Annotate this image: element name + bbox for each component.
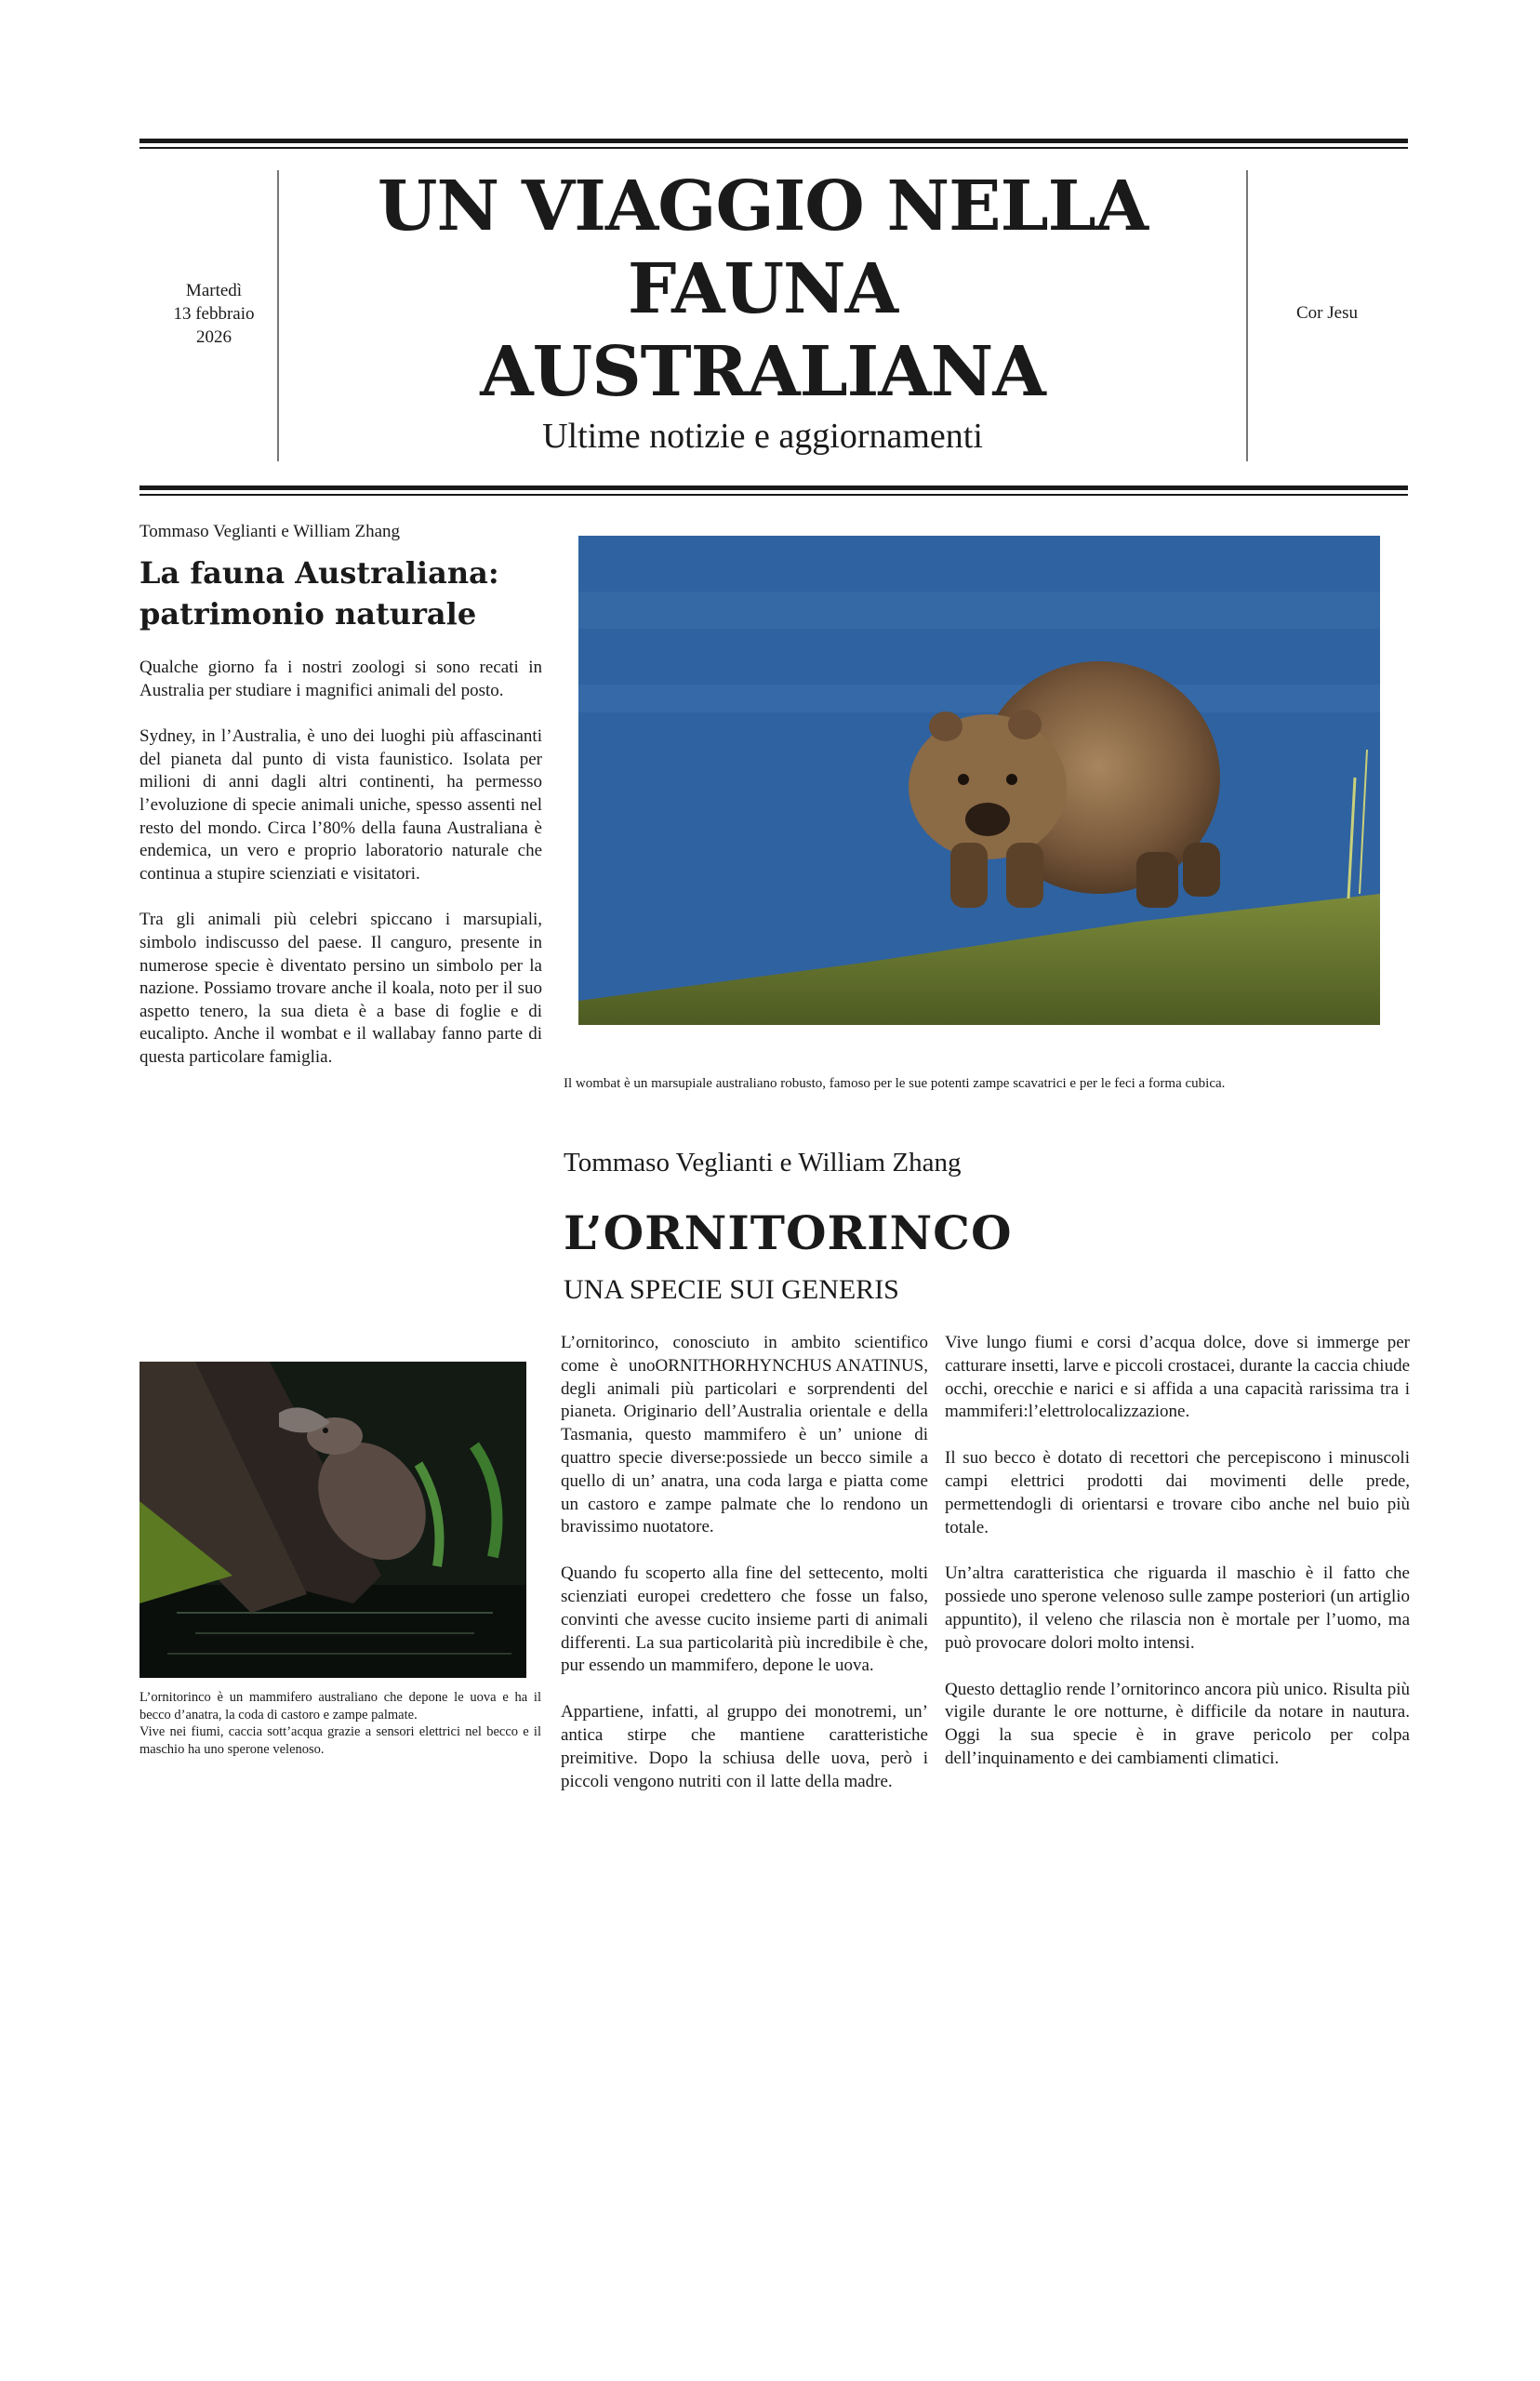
newspaper-title: UN VIAGGIO NELLA FAUNA AUSTRALIANA [377, 166, 1148, 412]
masthead-bottom-rule-thick [139, 486, 1408, 490]
publisher-name: Cor Jesu [1296, 303, 1358, 323]
article1-paragraph: Tra gli animali più celebri spiccano i marsupiali, simbolo indiscusso del paese. Il canguro, presente in numerose specie è diventato persino un simbolo per la nazione. Possiamo trovare anche il koala, noto per il suo aspetto tenero, la sua dieta è a base di foglie e di eucalipto. Anche il wombat e il wallabay fanno parte di questa particolare famiglia. [139, 910, 542, 1067]
masthead-bottom-rule-thin [139, 494, 1408, 496]
wombat-illustration [578, 536, 1380, 1025]
article1-paragraph: Sydney, in l’Australia, è uno dei luoghi più affascinanti del pianeta dal punto di vista faunistico. Isolata per milioni di anni dagli altri continenti, ha permesso l’evoluzione di specie animali uniche, spesso assenti nel resto del mondo. Circa l’80% della fauna Australiana è endemica, un vero e proprio laboratorio naturale che continua a stupire scienziati e visitatori. [139, 726, 542, 884]
platypus-caption [139, 1689, 541, 1758]
article2-paragraph [561, 1332, 928, 1539]
article1-headline-line1: La fauna Australiana: [139, 555, 499, 591]
article2-column-1 [561, 1332, 928, 1816]
article2-column-2 [945, 1332, 1410, 1794]
scientific-name: ORNITHORHYNCHUS ANATINUS, [655, 1355, 928, 1376]
article2-paragraph: Un’altra caratteristica che riguarda il maschio è il fatto che possiede uno sperone velenoso sulle zampe posteriori (un artiglio appuntito), il veleno che rilascia non è mortale per l’uomo, ma può provocare dolori molto intensi. [945, 1563, 1410, 1653]
article1-paragraph: Qualche giorno fa i nostri zoologi si sono recati in Australia per studiare i magnifici animali del posto. [139, 658, 542, 700]
platypus-illustration [139, 1362, 526, 1678]
issue-year: 2026 [196, 327, 232, 347]
article2-paragraph: Questo dettaglio rende l’ornitorinco ancora più unico. Risulta più vigile durante le ore notturne, è difficile da notare in nautura. Oggi la sua specie è in grave pericolo per colpa dell’inquinamento e dei cambiamenti climatici. [945, 1679, 1410, 1768]
article2-paragraph: Appartiene, infatti, al gruppo dei monotremi, un’ antica stirpe che mantiene caratteristiche preimitive. Dopo la schiusa delle uova, però i piccoli vengono nutriti con il latte della madre. [561, 1702, 928, 1791]
newspaper-subtitle: Ultime notizie e aggiornamenti [542, 417, 983, 456]
wombat-photo [578, 536, 1380, 1025]
article2-intro-before: L’ornitorinco, conosciuto in ambito scientifico come [561, 1333, 928, 1376]
article1-headline-line2: patrimonio naturale [139, 596, 477, 632]
article1-authors: Tommaso Veglianti e William Zhang [139, 522, 401, 541]
article2-headline: L’ORNITORINCO [564, 1205, 1013, 1260]
platypus-caption-line: Vive nei fiumi, caccia sott’acqua grazie a sensori elettrici nel becco e il maschio ha uno sperone velenoso. [139, 1724, 541, 1757]
issue-day-month: 13 febbraio [173, 304, 255, 324]
article2-paragraph: Il suo becco è dotato di recettori che percepiscono i minuscoli campi elettrici prodotti dai movimenti delle prede, permettendogli di orientarsi e trovare cibo anche nel buio più totale. [945, 1448, 1410, 1537]
article2-authors: Tommaso Veglianti e William Zhang [564, 1148, 962, 1177]
article2-paragraph: Quando fu scoperto alla fine del settecento, molti scienziati europei credettero che fosse un falso, convinti che avesse cucito insieme parti di animali differenti. La sua particolarità più incredibile è che, pur essendo un mammifero, depone le uova. [561, 1563, 928, 1676]
article2-subheadline: UNA SPECIE SUI GENERIS [564, 1274, 899, 1305]
masthead-title-block [279, 166, 1246, 457]
platypus-photo [139, 1362, 526, 1678]
wombat-caption: Il wombat è un marsupiale australiano robusto, famoso per le sue potenti zampe scavatrici e per le feci a forma cubica. [564, 1076, 1226, 1091]
article2-intro-after: è uno degli animali più particolari e sorprendenti del pianeta. Originario dell’Australia orientale e della Tasmania, questo mammifero è un’ unione di quattro specie diverse:possiede un becco simile a quello di un’ anatra, una coda larga e piatta come un castoro e zampe palmate che lo rendono un bravissimo nuotatore. [561, 1355, 928, 1537]
platypus-caption-line: L’ornitorinco è un mammifero australiano che depone le uova e ha il becco d’anatra, la coda di castoro e zampe palmate. [139, 1690, 541, 1723]
masthead-top-rule-thin [139, 147, 1408, 149]
issue-weekday: Martedì [185, 281, 243, 300]
article1-body [139, 657, 542, 1093]
issue-date [139, 279, 288, 349]
article2-paragraph: Vive lungo fiumi e corsi d’acqua dolce, dove si immerge per catturare insetti, larve e piccoli crostacei, durante la caccia chiude occhi, orecchie e narici e si affida a una capacità rarissima tra i mammiferi:l’elettrolocalizzazione. [945, 1333, 1410, 1422]
masthead-top-rule-thick [139, 139, 1408, 143]
article1-headline [139, 552, 577, 634]
